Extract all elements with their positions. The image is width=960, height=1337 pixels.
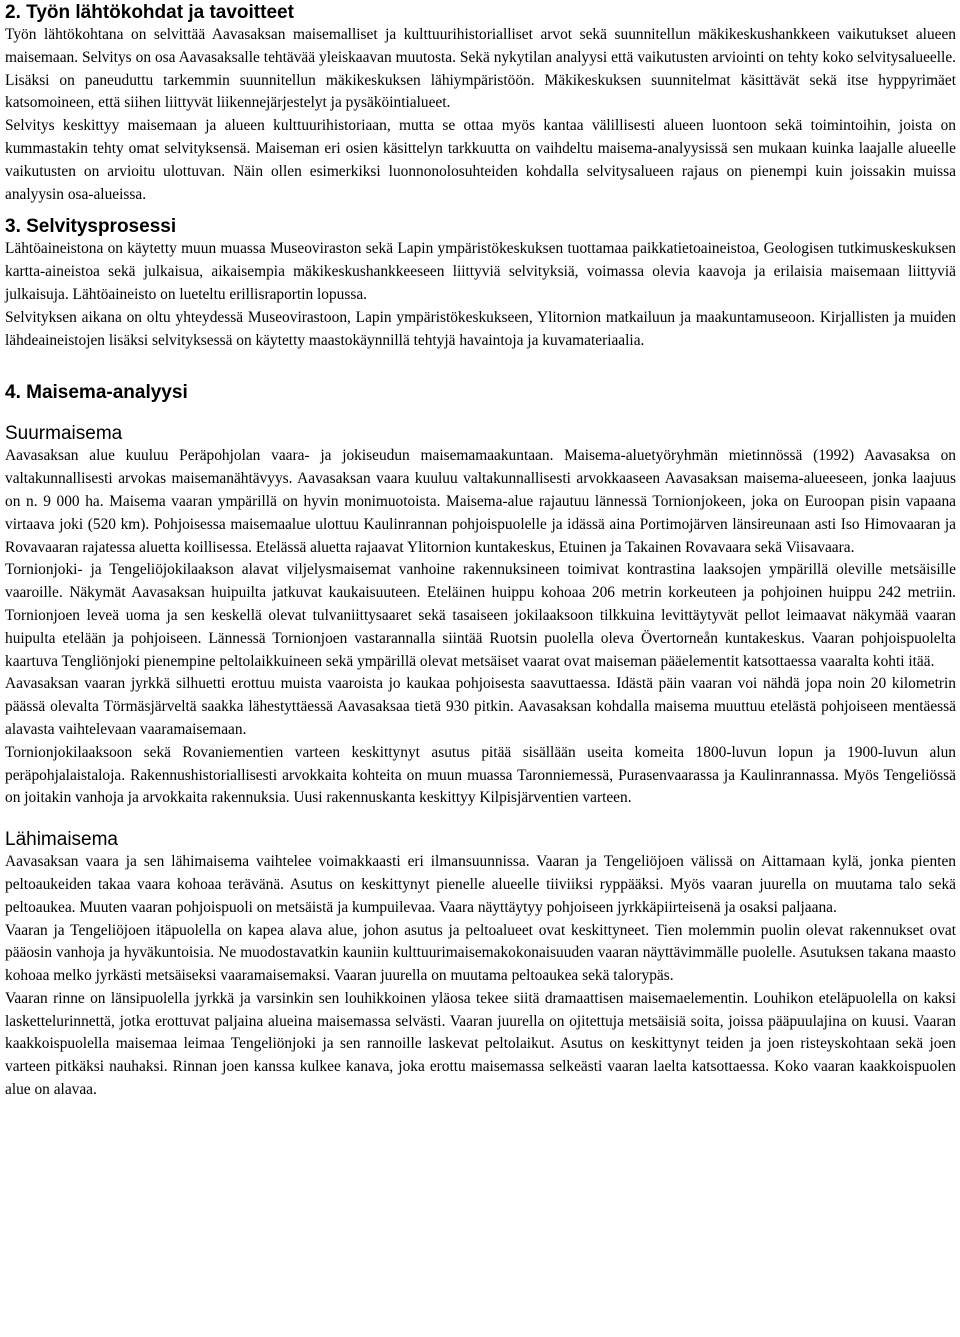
section-4-heading: 4. Maisema-analyysi bbox=[5, 382, 188, 404]
spacer bbox=[5, 404, 956, 423]
suurmaisema-paragraph-2: Tornionjoki- ja Tengeliöjokilaakson alavat viljelysmaisemat vanhoine rakennuksineen toimivat kontrastina laaksojen ympärillä oleville metsäisille vaaroille. Näkymät Aavasaksan huipuilta jatkuvat kaukaisuuteen. Eteläinen huippu kohoaa 206 metrin korkeuteen ja pohjoinen huippu 242 metriin. Tornionjoen leveä uoma ja sen keskellä olevat tulvaniittysaaret sekä tasaiseen jokilaaksoon tilkkuina levittäytyvät pellot leimaavat näkymää vaaran huipulta etelään ja pohjoiseen. Lännessä Tornionjoen vastarannalla siintää Ruotsin puolella oleva Övertorneån kuntakeskus. Vaaran pohjoispuolelta kaartuva Tengliönjoki pienempine peltolaikkuineen sekä ympärillä olevat metsäiset vaarat ovat maiseman pääelementit katsottaessa vaaralta kohti itää. bbox=[5, 561, 956, 670]
suurmaisema-paragraph-4: Tornionjokilaaksoon sekä Rovaniementien varteen keskittynyt asutus pitää sisällään useita komeita 1800-luvun lopun ja 1900-luvun alun peräpohjalaistaloja. Rakennushistoriallisesti arvokkaita kohteita on muun muassa Taronniemessä, Purasenvaarassa ja Kaulinrannassa. Myös Tengeliössä on joitakin vanhoja ja arvokkaita rakennuksia. Uusi rakennuskanta keskittyy Kilpisjärventien varteen. bbox=[5, 743, 956, 807]
lahimaisema-paragraph-3: Vaaran rinne on länsipuolella jyrkkä ja varsinkin sen louhikkoinen yläosa tekee siitä dramaattisen maisemaelementin. Louhikon eteläpuolella on kaksi laskettelurinnettä, jotka erottuvat paljaina alueina maisemassa selvästi. Vaaran juurella on ojitettuja metsäisiä soita, joissa pääpuulajina on kuusi. Vaaran kaakkoispuolella maisemaa leimaa Tengeliönjoki ja sen rannoille laskevat peltolaikut. Asutus on keskittynyt teiden ja joen risteyskohtaan sekä joen varteen pitkäksi nauhaksi. Rinnan joen kanssa kulkee kanava, joka erottu maisemassa selkeästi vaaran laelta katsottaessa. Koko vaaran kaakkoispuolen alue on alavaa. bbox=[5, 989, 956, 1099]
section-2-heading: 2. Työn lähtökohdat ja tavoitteet bbox=[5, 2, 294, 23]
suurmaisema-paragraph-3: Aavasaksan vaaran jyrkkä silhuetti erottuu muista vaaroista jo kaukaa pohjoisesta saavuttaessa. Idästä päin vaaran voi nähdä jopa noin 20 kilometrin päässä olevalta Törmäsjärveltä saakka lähestyttäessä Aavasaksaa tietä 930 pitkin. Aavasaksan kohdalla maisema muuttuu etelästä pohjoiseen mentäessä alavasta vaihtelevaan vaaramaisemaan. bbox=[5, 675, 956, 738]
suurmaisema-paragraph-1: Aavasaksan alue kuuluu Peräpohjolan vaara- ja jokiseudun maisemamaakuntaan. Maisema-aluetyöryhmän mietinnössä (1992) Aavasaksa on valtakunnallisesti arvokas maisemanähtävyys. Aavasaksan vaara kuuluu valtakunnallisesti arvokkaaseen Aavasaksan maisema-alueeseen, jonka laajuus on n. 9 000 ha. Maisema vaaran ympärillä on hyvin monimuotoista. Maisema-alue rajautuu lännessä Tornionjokeen, joka on Euroopan pisin vapaana virtaava joki (520 km). Pohjoisessa maisemaalue ulottuu Kaulinrannan pohjoispuolelle ja idässä aina Portimojärven länsireunaan asti Iso Himovaaran ja Rovavaaran rajatessa aluetta koillisessa. Etelässä aluetta rajaavat Ylitornion kuntakeskus, Etuinen ja Takainen Rovavaara sekä Viisavaara. bbox=[5, 447, 956, 556]
suurmaisema-heading: Suurmaisema bbox=[5, 423, 123, 445]
lahimaisema-subsection bbox=[5, 829, 956, 1102]
section-4 bbox=[5, 382, 956, 1102]
spacer bbox=[5, 352, 956, 382]
lahimaisema-heading: Lähimaisema bbox=[5, 829, 118, 851]
section-3-heading: 3. Selvitysprosessi bbox=[5, 216, 177, 238]
section-2-paragraph-2: Selvitys keskittyy maisemaan ja alueen kulttuurihistoriaan, mutta se ottaa myös kantaa välillisesti alueen luontoon sekä toimintoihin, joista on kummastakin tehty omat selvityksensä. Maiseman eri osien käsittelyn tarkkuutta on vaihdeltu maisema-analyysissä sen mukaan kuinka laajalle alueelle vaikutusten on arvioitu ulottuvan. Näin ollen esimerkiksi luonnonolosuhteiden kohdalla selvitysalueen rajaus on pienempi kuin joissakin muissa analyysin osa-alueissa. bbox=[5, 117, 956, 203]
lahimaisema-paragraph-1: Aavasaksan vaara ja sen lähimaisema vaihtelee voimakkaasti eri ilmansuunnissa. Vaaran ja Tengeliöjoen välissä on Aittamaan kylä, jonka pienten peltoaukeiden takaa vaara kohoaa terävänä. Asutus on keskittynyt pienelle alueelle tiiviiksi ryppääksi. Myös vaaran juurella on muutama talo sekä peltoaukea. Muuten vaaran pohjoispuoli on metsäistä ja kumpuilevaa. Vaara näyttäytyy pohjoiseen jyrkkäpiirteisenä ja osaksi paljaana. bbox=[5, 853, 956, 916]
spacer bbox=[5, 206, 956, 216]
section-2 bbox=[5, 2, 956, 206]
suurmaisema-subsection bbox=[5, 423, 956, 810]
section-3-paragraph-1: Lähtöaineistona on käytetty muun muassa Museoviraston sekä Lapin ympäristökeskuksen tuottamaa paikkatietoaineistoa, Geologisen tutkimuskeskuksen kartta-aineistoa sekä julkaisua, aikaisempia mäkikeskushankkeeseen liittyviä selvityksiä, voimassa olevia kaavoja ja erilaisia maisemaan liittyviä julkaisuja. Lähtöaineisto on lueteltu erillisraportin lopussa. bbox=[5, 240, 956, 303]
section-3 bbox=[5, 216, 956, 352]
lahimaisema-paragraph-2: Vaaran ja Tengeliöjoen itäpuolella on kapea alava alue, johon asutus ja peltoalueet ovat keskittyneet. Tien molemmin puolin olevat rakennukset ovat pääosin vanhoja ja hyväkuntoisia. Ne muodostavatkin kauniin kulttuurimaisemakokonaisuuden vaaran näyttävimmälle puolelle. Asutuksen takana maasto kohoaa melko jyrkästi metsäiseksi vaaramaisemaksi. Vaaran juurella on muutama peltoaukea sekä talorypäs. bbox=[5, 921, 956, 985]
spacer bbox=[5, 810, 956, 829]
section-2-paragraph-1: Työn lähtökohtana on selvittää Aavasaksan maisemalliset ja kulttuurihistorialliset arvot sekä suunnitellun mäkikeskushankkeen vaikutukset alueen maisemaan. Selvitys on osa Aavasaksalle tehtävää yleiskaavan muutosta. Sekä nykytilan analyysi että vaikutusten arviointi on tehty koko selvitysalueelle. Lisäksi on paneuduttu tarkemmin suunnitellun mäkikeskuksen lähiympäristöön. Mäkikeskuksen suunnitelmat käsittävät sekä itse hyppyrimäet katsomoineen, että siihen liittyvät liikennejärjestelyt ja pysäköintialueet. bbox=[5, 26, 956, 112]
section-3-paragraph-2: Selvityksen aikana on oltu yhteydessä Museovirastoon, Lapin ympäristökeskukseen, Ylitornion matkailuun ja maakuntamuseoon. Kirjallisten ja muiden lähdeaineistojen lisäksi selvityksessä on käytetty maastokäynnillä tehtyjä havaintoja ja kuvamateriaalia. bbox=[5, 308, 956, 349]
